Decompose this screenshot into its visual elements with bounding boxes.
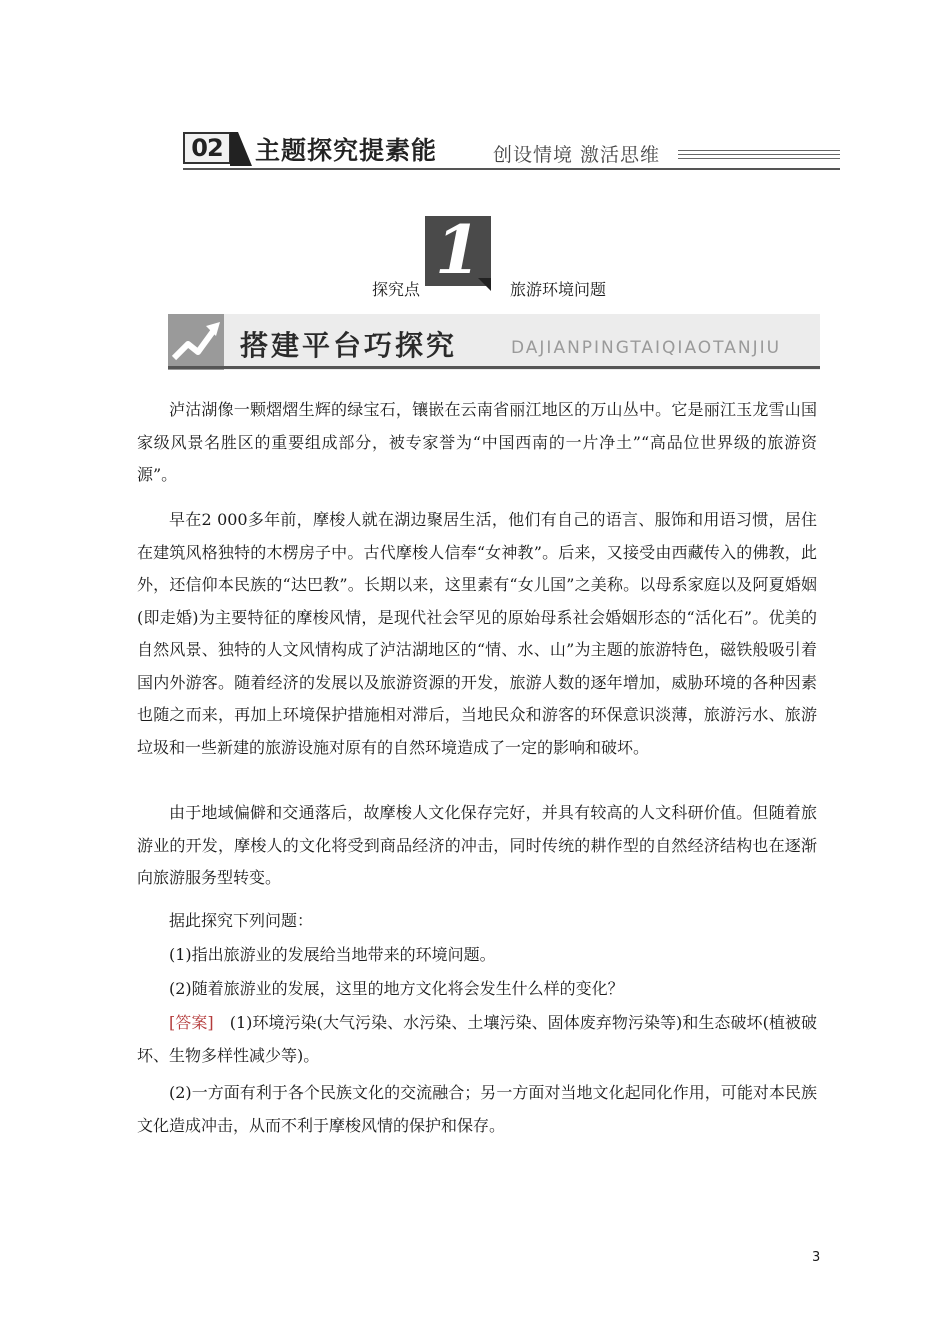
paragraph-history: 早在2 000多年前，摩梭人就在湖边聚居生活，他们有自己的语言、服饰和用语习惯，居住在建筑风格独特的木楞房子中。古代摩梭人信奉“女神教”。后来，又接受由西藏传入的佛教，此外，还信仰本民族的“达巴教”。长期以来，这里素有“女儿国”之美称。以母系家庭以及阿夏婚姻(即走婚)为主要特征的摩梭风情，是现代社会罕见的原始母系社会婚姻形态的“活化石”。优美的自然风景、独特的人文风情构成了泸沽湖地区的“情、水、山”为主题的旅游特色，磁铁般吸引着国内外游客。随着经济的发展以及旅游资源的开发，旅游人数的逐年增加，威胁环境的各种因素也随之而来，再加上环境保护措施相对滞后，当地民众和游客的环保意识淡薄，旅游污水、旅游垃圾和一些新建的旅游设施对原有的自然环境造成了一定的影响和破坏。 — [137, 510, 817, 757]
answer-1 — [137, 1007, 817, 1072]
section-divider — [183, 168, 840, 170]
probe-label: 探究点 — [372, 280, 421, 299]
page-fold-icon — [478, 278, 491, 291]
page-number: 3 — [812, 1250, 821, 1265]
paragraph-culture: 由于地域偏僻和交通落后，故摩梭人文化保存完好，并具有较高的人文科研价值。但随着旅游业的开发，摩梭人的文化将受到商品经济的冲击，同时传统的耕作型的自然经济结构也在逐渐向旅游服务型转变。 — [137, 803, 817, 887]
section-subtitle: 创设情境 激活思维 — [493, 144, 661, 166]
question-2: (2)随着旅游业的发展，这里的地方文化将会发生什么样的变化？ — [169, 979, 624, 998]
paragraph-prompt: 据此探究下列问题： — [169, 911, 314, 930]
probe-number: 1 — [435, 211, 481, 289]
answer-tag: [答案] — [169, 1013, 214, 1032]
section-title: 主题探究提素能 — [255, 136, 438, 165]
question-1: (1)指出旅游业的发展给当地带来的环境问题。 — [169, 945, 496, 964]
rising-chart-icon — [168, 314, 224, 370]
banner-divider — [168, 366, 820, 369]
section-number: 02 — [183, 132, 231, 164]
paragraph-intro: 泸沽湖像一颗熠熠生辉的绿宝石，镶嵌在云南省丽江地区的万山丛中。它是丽江玉龙雪山国家级风景名胜区的重要组成部分，被专家誉为“中国西南的一片净土”“高品位世界级的旅游资源”。 — [137, 400, 817, 484]
slash-decoration-icon — [230, 132, 254, 166]
section-header — [183, 130, 840, 172]
answer-1-text: (1)环境污染(大气污染、水污染、土壤污染、固体废弃物污染等)和生态破坏(植被破坏、生物多样性减少等)。 — [137, 1013, 817, 1065]
probe-number-box — [425, 211, 491, 289]
answer-2: (2)一方面有利于各个民族文化的交流融合；另一方面对当地文化起同化作用，可能对本民族文化造成冲击，从而不利于摩梭风情的保护和保存。 — [137, 1083, 817, 1135]
platform-banner — [168, 314, 820, 370]
banner-title: 搭建平台巧探究 — [240, 329, 458, 362]
banner-pinyin: DAJIANPINGTAIQIAOTANJIU — [511, 338, 782, 358]
probe-topic: 旅游环境问题 — [510, 280, 607, 299]
decorative-lines — [678, 150, 840, 162]
